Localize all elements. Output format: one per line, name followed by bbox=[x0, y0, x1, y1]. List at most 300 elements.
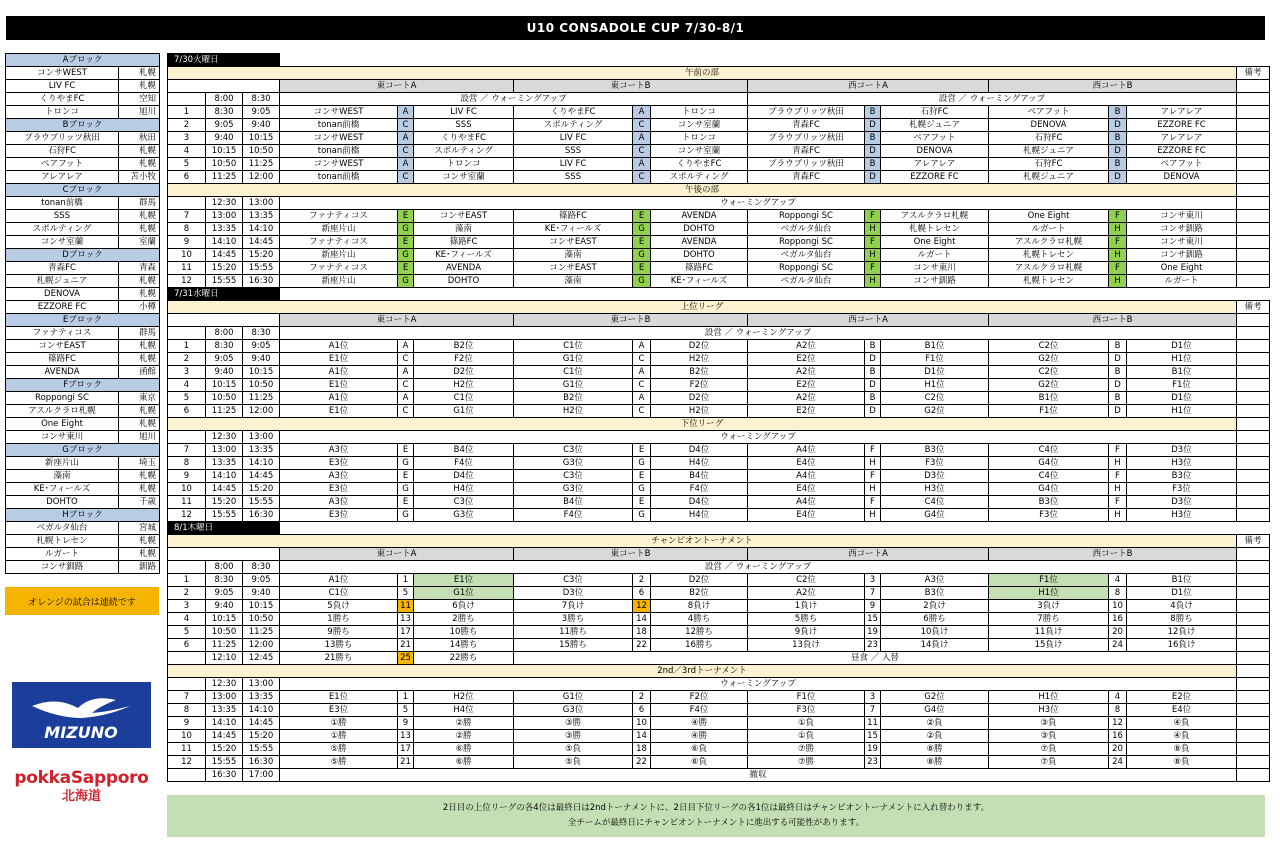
group-code: 12 bbox=[1109, 717, 1127, 730]
match-number: 11 bbox=[168, 496, 206, 509]
remarks-cell bbox=[1237, 171, 1270, 184]
away-team: トロンコ bbox=[651, 132, 748, 145]
home-team: コンサWEST bbox=[280, 158, 398, 171]
group-code: A bbox=[633, 158, 651, 171]
remarks-cell bbox=[1237, 665, 1270, 678]
match-row bbox=[168, 626, 1270, 639]
home-team: C1位 bbox=[514, 340, 633, 353]
remarks-cell bbox=[1237, 327, 1270, 340]
remarks-cell bbox=[1237, 119, 1270, 132]
team-name: KE･フィールズ bbox=[6, 483, 119, 496]
team-prefecture: 苫小牧 bbox=[119, 171, 160, 184]
match-row bbox=[168, 613, 1270, 626]
match-number bbox=[168, 327, 206, 340]
group-code: A bbox=[398, 392, 414, 405]
away-team: ②負 bbox=[881, 717, 989, 730]
home-team: 新座片山 bbox=[280, 223, 398, 236]
match-row bbox=[168, 691, 1270, 704]
group-code: H bbox=[1109, 483, 1127, 496]
home-team: C2位 bbox=[989, 366, 1109, 379]
home-team: ファナティコス bbox=[280, 236, 398, 249]
group-code: 1 bbox=[398, 691, 414, 704]
away-team: 6勝ち bbox=[881, 613, 989, 626]
court-header-blank bbox=[168, 80, 280, 93]
team-name: One Eight bbox=[6, 418, 119, 431]
team-prefecture: 札幌 bbox=[119, 223, 160, 236]
match-number: 12 bbox=[168, 275, 206, 288]
team-prefecture: 札幌 bbox=[119, 405, 160, 418]
home-team: ③負 bbox=[989, 717, 1109, 730]
away-team: 8負け bbox=[651, 600, 748, 613]
team-name: アレアレア bbox=[6, 171, 119, 184]
group-code: F bbox=[865, 210, 881, 223]
spacer bbox=[280, 288, 1270, 301]
group-code: H bbox=[865, 249, 881, 262]
home-team: 13勝ち bbox=[280, 639, 398, 652]
home-team: ⑤負 bbox=[514, 756, 633, 769]
home-team: コンサEAST bbox=[514, 236, 633, 249]
away-team: コンサ釧路 bbox=[1127, 249, 1237, 262]
orange-note: オレンジの試合は連続です bbox=[5, 587, 159, 615]
group-code: 14 bbox=[633, 730, 651, 743]
team-name: ベガルタ仙台 bbox=[6, 522, 119, 535]
group-code: H bbox=[865, 457, 881, 470]
remarks-cell bbox=[1237, 262, 1270, 275]
team-prefecture: 東京 bbox=[119, 392, 160, 405]
block-team-row bbox=[6, 535, 160, 548]
remarks-cell bbox=[1237, 717, 1270, 730]
end-time: 10:50 bbox=[243, 613, 280, 626]
pokka-sapporo-logo bbox=[12, 768, 151, 810]
block-team-row bbox=[6, 327, 160, 340]
group-code: 15 bbox=[865, 613, 881, 626]
team-name: DOHTO bbox=[6, 496, 119, 509]
away-team: 篠路FC bbox=[414, 236, 514, 249]
home-team: A1位 bbox=[280, 392, 398, 405]
team-prefecture: 札幌 bbox=[119, 80, 160, 93]
start-time: 8:30 bbox=[206, 340, 243, 353]
home-team: E3位 bbox=[280, 509, 398, 522]
away-team: H1位 bbox=[881, 379, 989, 392]
match-number: 7 bbox=[168, 210, 206, 223]
home-team: A1位 bbox=[280, 366, 398, 379]
home-team: 石狩FC bbox=[989, 158, 1109, 171]
group-code: 2 bbox=[633, 574, 651, 587]
team-name: ルガート bbox=[6, 548, 119, 561]
away-team: ④勝 bbox=[651, 730, 748, 743]
home-team: ⑦勝 bbox=[748, 743, 865, 756]
away-team: H3位 bbox=[1127, 509, 1237, 522]
away-team: F4位 bbox=[651, 483, 748, 496]
group-code: A bbox=[633, 132, 651, 145]
start-time: 8:00 bbox=[206, 561, 243, 574]
remarks-cell bbox=[1237, 366, 1270, 379]
home-team: コンサWEST bbox=[280, 106, 398, 119]
court-header: 西コートB bbox=[989, 80, 1237, 93]
home-team: 3負け bbox=[989, 600, 1109, 613]
remarks-cell bbox=[1237, 444, 1270, 457]
group-code: 19 bbox=[865, 743, 881, 756]
home-team: コンサEAST bbox=[514, 262, 633, 275]
match-row bbox=[168, 93, 1270, 106]
team-name: スポルティング bbox=[6, 223, 119, 236]
end-time: 11:25 bbox=[243, 392, 280, 405]
home-team: 札幌ジュニア bbox=[989, 171, 1109, 184]
court-header-row bbox=[168, 80, 1270, 93]
away-team: スポルティング bbox=[414, 145, 514, 158]
team-prefecture: 秋田 bbox=[119, 132, 160, 145]
team-name: コンサEAST bbox=[6, 340, 119, 353]
group-code: C bbox=[633, 145, 651, 158]
court-header: 東コートB bbox=[514, 548, 748, 561]
group-code: A bbox=[398, 340, 414, 353]
group-code: B bbox=[1109, 392, 1127, 405]
home-team: A3位 bbox=[280, 444, 398, 457]
group-code: A bbox=[633, 106, 651, 119]
group-code: 3 bbox=[865, 691, 881, 704]
home-team: A2位 bbox=[748, 392, 865, 405]
group-code: H bbox=[865, 509, 881, 522]
away-team: H4位 bbox=[414, 483, 514, 496]
activity-span: ウォーミングアップ bbox=[280, 197, 1237, 210]
end-time: 8:30 bbox=[243, 327, 280, 340]
away-team: B4位 bbox=[651, 470, 748, 483]
home-team: B4位 bbox=[514, 496, 633, 509]
start-time: 12:30 bbox=[206, 678, 243, 691]
block-team-row bbox=[6, 522, 160, 535]
home-team: A2位 bbox=[748, 340, 865, 353]
team-prefecture: 札幌 bbox=[119, 483, 160, 496]
away-team: DOHTO bbox=[651, 249, 748, 262]
start-time: 10:50 bbox=[206, 158, 243, 171]
end-time: 10:15 bbox=[243, 600, 280, 613]
match-row bbox=[168, 756, 1270, 769]
home-team: E2位 bbox=[748, 405, 865, 418]
group-code: A bbox=[398, 158, 414, 171]
team-name: アスルクラロ札幌 bbox=[6, 405, 119, 418]
match-number: 9 bbox=[168, 236, 206, 249]
match-number: 2 bbox=[168, 353, 206, 366]
home-team: ③勝 bbox=[514, 717, 633, 730]
end-time: 13:00 bbox=[243, 197, 280, 210]
block-team-row bbox=[6, 223, 160, 236]
group-code: H bbox=[1109, 457, 1127, 470]
group-code: A bbox=[398, 132, 414, 145]
away-team: H3位 bbox=[1127, 457, 1237, 470]
spacer bbox=[280, 54, 1270, 67]
remarks-cell bbox=[1237, 756, 1270, 769]
group-code: D bbox=[1109, 353, 1127, 366]
away-team: 4負け bbox=[1127, 600, 1237, 613]
match-number: 10 bbox=[168, 483, 206, 496]
block-team-row bbox=[6, 80, 160, 93]
match-number: 11 bbox=[168, 262, 206, 275]
group-code: B bbox=[865, 158, 881, 171]
group-code: E bbox=[398, 236, 414, 249]
home-team: 21勝ち bbox=[280, 652, 398, 665]
away-team: DOHTO bbox=[651, 223, 748, 236]
away-team: 10勝ち bbox=[414, 626, 514, 639]
away-team: 8勝ち bbox=[1127, 613, 1237, 626]
section-title: 午後の部 bbox=[168, 184, 1237, 197]
home-team: tonan前橋 bbox=[280, 145, 398, 158]
start-time: 13:35 bbox=[206, 223, 243, 236]
away-team: コンサ室蘭 bbox=[651, 145, 748, 158]
remarks-header: 備考 bbox=[1237, 67, 1270, 80]
block-header: Aブロック bbox=[6, 54, 160, 67]
home-team: C3位 bbox=[514, 470, 633, 483]
match-number: 8 bbox=[168, 223, 206, 236]
start-time: 10:15 bbox=[206, 379, 243, 392]
home-team: G2位 bbox=[989, 353, 1109, 366]
home-team: G2位 bbox=[989, 379, 1109, 392]
team-prefecture: 空知 bbox=[119, 93, 160, 106]
home-team: C2位 bbox=[989, 340, 1109, 353]
group-code: E bbox=[398, 444, 414, 457]
day-row bbox=[168, 522, 1270, 535]
start-time: 12:30 bbox=[206, 197, 243, 210]
court-header: 東コートB bbox=[514, 80, 748, 93]
away-team: ペアフット bbox=[1127, 158, 1237, 171]
block-team-row bbox=[6, 457, 160, 470]
team-prefecture: 札幌 bbox=[119, 340, 160, 353]
remarks-cell bbox=[1237, 132, 1270, 145]
match-number: 5 bbox=[168, 392, 206, 405]
remarks-cell bbox=[1237, 145, 1270, 158]
home-team: G4位 bbox=[989, 457, 1109, 470]
match-row bbox=[168, 210, 1270, 223]
remarks-cell bbox=[1237, 353, 1270, 366]
home-team: tonan前橋 bbox=[280, 119, 398, 132]
match-row bbox=[168, 561, 1270, 574]
away-team: ④勝 bbox=[651, 717, 748, 730]
team-prefecture: 旭川 bbox=[119, 106, 160, 119]
away-team: 12勝ち bbox=[651, 626, 748, 639]
match-row bbox=[168, 678, 1270, 691]
home-team: スポルティング bbox=[514, 119, 633, 132]
remarks-cell bbox=[1237, 418, 1270, 431]
home-team: 15負け bbox=[989, 639, 1109, 652]
team-name: 藻南 bbox=[6, 470, 119, 483]
home-team: 7勝ち bbox=[989, 613, 1109, 626]
home-team: 9負け bbox=[748, 626, 865, 639]
away-team: 札幌トレセン bbox=[881, 223, 989, 236]
match-row bbox=[168, 574, 1270, 587]
group-code: 16 bbox=[1109, 730, 1127, 743]
match-row bbox=[168, 353, 1270, 366]
group-code: 9 bbox=[865, 600, 881, 613]
team-prefecture: 札幌 bbox=[119, 548, 160, 561]
home-team: 青森FC bbox=[748, 171, 865, 184]
home-team: 新座片山 bbox=[280, 249, 398, 262]
court-header: 東コートA bbox=[280, 314, 514, 327]
away-team: F1位 bbox=[1127, 379, 1237, 392]
end-time: 14:10 bbox=[243, 457, 280, 470]
match-number bbox=[168, 652, 206, 665]
home-team: E4位 bbox=[748, 483, 865, 496]
section-title: 2nd／3rdトーナメント bbox=[168, 665, 1237, 678]
group-code: G bbox=[633, 223, 651, 236]
home-team: C4位 bbox=[989, 470, 1109, 483]
remarks-cell bbox=[1237, 236, 1270, 249]
end-time: 15:55 bbox=[243, 496, 280, 509]
court-header: 西コートB bbox=[989, 314, 1237, 327]
section-row bbox=[168, 418, 1270, 431]
group-code: H bbox=[865, 483, 881, 496]
away-team: G1位 bbox=[414, 405, 514, 418]
home-team: A4位 bbox=[748, 496, 865, 509]
group-code: C bbox=[633, 353, 651, 366]
group-code: D bbox=[865, 379, 881, 392]
away-team: 12負け bbox=[1127, 626, 1237, 639]
away-team: くりやまFC bbox=[651, 158, 748, 171]
group-code: 24 bbox=[1109, 756, 1127, 769]
away-team: アレアレア bbox=[1127, 106, 1237, 119]
match-number bbox=[168, 197, 206, 210]
match-row bbox=[168, 262, 1270, 275]
away-team: D4位 bbox=[651, 496, 748, 509]
group-code: D bbox=[1109, 119, 1127, 132]
away-team: SSS bbox=[414, 119, 514, 132]
activity-span: ウォーミングアップ bbox=[280, 431, 1237, 444]
start-time: 13:00 bbox=[206, 691, 243, 704]
away-team: 10負け bbox=[881, 626, 989, 639]
team-prefecture: 青森 bbox=[119, 262, 160, 275]
match-row bbox=[168, 197, 1270, 210]
end-time: 15:20 bbox=[243, 249, 280, 262]
block-team-row bbox=[6, 301, 160, 314]
block-team-row bbox=[6, 197, 160, 210]
away-team: D1位 bbox=[1127, 587, 1237, 600]
team-prefecture: 函館 bbox=[119, 366, 160, 379]
end-time: 17:00 bbox=[243, 769, 280, 782]
court-header: 西コートB bbox=[989, 548, 1237, 561]
group-code: E bbox=[633, 262, 651, 275]
match-number: 10 bbox=[168, 249, 206, 262]
team-prefecture: 群馬 bbox=[119, 197, 160, 210]
away-team: コンサEAST bbox=[414, 210, 514, 223]
remarks-cell bbox=[1237, 743, 1270, 756]
group-code: C bbox=[398, 405, 414, 418]
match-row bbox=[168, 496, 1270, 509]
remarks-cell bbox=[1237, 93, 1270, 106]
home-team: 石狩FC bbox=[989, 132, 1109, 145]
block-team-row bbox=[6, 171, 160, 184]
start-time: 14:45 bbox=[206, 249, 243, 262]
home-team: B2位 bbox=[514, 392, 633, 405]
match-row bbox=[168, 769, 1270, 782]
group-code: H bbox=[1109, 223, 1127, 236]
remarks-cell bbox=[1237, 106, 1270, 119]
block-team-row bbox=[6, 93, 160, 106]
away-team: F3位 bbox=[881, 457, 989, 470]
match-number: 3 bbox=[168, 600, 206, 613]
block-team-row bbox=[6, 340, 160, 353]
home-team: アスルクラロ札幌 bbox=[989, 236, 1109, 249]
court-header: 東コートA bbox=[280, 80, 514, 93]
group-code: 6 bbox=[633, 587, 651, 600]
block-team-row bbox=[6, 353, 160, 366]
away-team: ルガート bbox=[881, 249, 989, 262]
court-header-row bbox=[168, 314, 1270, 327]
group-code: E bbox=[633, 236, 651, 249]
group-code: C bbox=[633, 171, 651, 184]
match-row bbox=[168, 340, 1270, 353]
group-code: D bbox=[1109, 379, 1127, 392]
remarks-cell bbox=[1237, 509, 1270, 522]
match-number bbox=[168, 431, 206, 444]
home-team: G1位 bbox=[514, 353, 633, 366]
start-time: 13:35 bbox=[206, 704, 243, 717]
end-time: 9:40 bbox=[243, 353, 280, 366]
home-team: F3位 bbox=[748, 704, 865, 717]
home-team: A4位 bbox=[748, 444, 865, 457]
mizuno-logo bbox=[12, 682, 151, 748]
team-prefecture: 宮城 bbox=[119, 522, 160, 535]
match-row bbox=[168, 509, 1270, 522]
remarks-cell bbox=[1237, 392, 1270, 405]
block-header: Eブロック bbox=[6, 314, 160, 327]
start-time: 12:30 bbox=[206, 431, 243, 444]
away-team: AVENDA bbox=[651, 236, 748, 249]
away-team: 石狩FC bbox=[881, 106, 989, 119]
day-row bbox=[168, 54, 1270, 67]
block-team-row bbox=[6, 67, 160, 80]
group-code: G bbox=[398, 483, 414, 496]
group-code: B bbox=[865, 132, 881, 145]
end-time: 15:55 bbox=[243, 262, 280, 275]
away-team: アスルクラロ札幌 bbox=[881, 210, 989, 223]
match-row bbox=[168, 587, 1270, 600]
team-name: 札幌トレセン bbox=[6, 535, 119, 548]
remarks-cell bbox=[1237, 158, 1270, 171]
start-time: 12:10 bbox=[206, 652, 243, 665]
away-team: 札幌ジュニア bbox=[881, 119, 989, 132]
remarks-cell bbox=[1237, 587, 1270, 600]
match-row bbox=[168, 132, 1270, 145]
away-team: トロンコ bbox=[651, 106, 748, 119]
home-team: ブラウブリッツ秋田 bbox=[748, 106, 865, 119]
team-name: 石狩FC bbox=[6, 145, 119, 158]
home-team: G4位 bbox=[989, 483, 1109, 496]
remarks-cell bbox=[1237, 184, 1270, 197]
mizuno-runbird-icon bbox=[12, 682, 151, 748]
block-team-row bbox=[6, 483, 160, 496]
start-time: 9:40 bbox=[206, 366, 243, 379]
home-team: ①勝 bbox=[280, 717, 398, 730]
day-label: 7/30火曜日 bbox=[168, 54, 280, 67]
match-row bbox=[168, 236, 1270, 249]
away-team: D1位 bbox=[881, 366, 989, 379]
team-prefecture: 札幌 bbox=[119, 353, 160, 366]
home-team: ブラウブリッツ秋田 bbox=[748, 158, 865, 171]
remarks-cell bbox=[1237, 704, 1270, 717]
block-header: Dブロック bbox=[6, 249, 160, 262]
block-team-row bbox=[6, 236, 160, 249]
home-team: 5負け bbox=[280, 600, 398, 613]
group-code: B bbox=[865, 366, 881, 379]
match-number: 7 bbox=[168, 691, 206, 704]
start-time: 14:45 bbox=[206, 483, 243, 496]
away-team: ⑥負 bbox=[651, 743, 748, 756]
away-team: KE･フィールズ bbox=[414, 249, 514, 262]
away-team: ⑧負 bbox=[1127, 743, 1237, 756]
home-team: LIV FC bbox=[514, 158, 633, 171]
group-code: D bbox=[865, 145, 881, 158]
away-team: H1位 bbox=[1127, 353, 1237, 366]
home-team: ①負 bbox=[748, 730, 865, 743]
start-time: 10:50 bbox=[206, 626, 243, 639]
